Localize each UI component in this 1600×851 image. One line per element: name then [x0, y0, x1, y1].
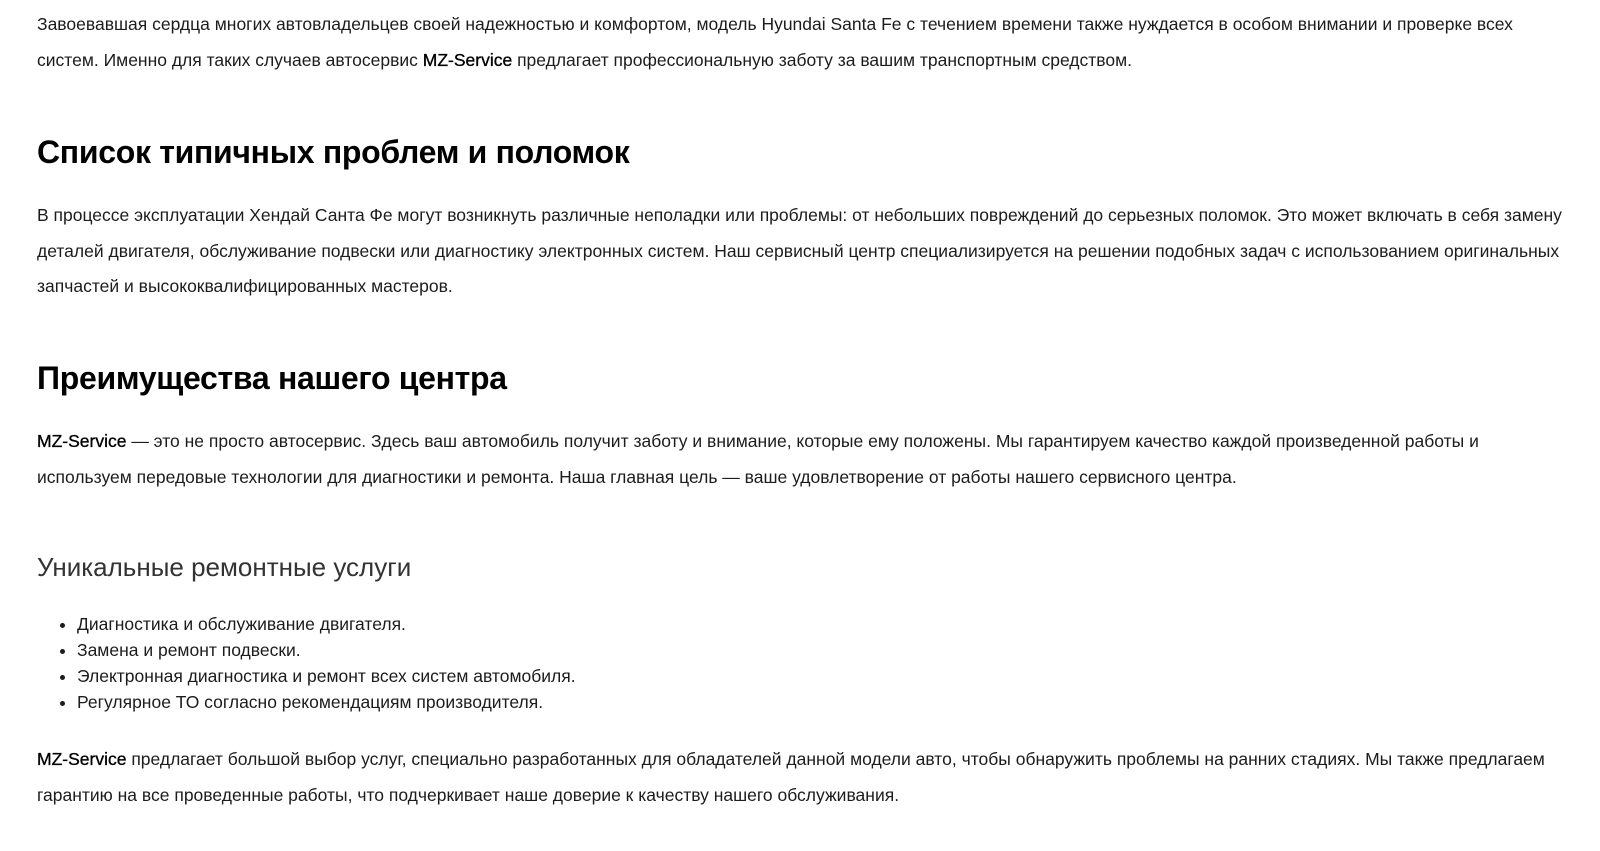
- brand-name: MZ-Service: [37, 431, 127, 451]
- advantages-heading: Преимущества нашего центра: [37, 360, 507, 396]
- services-list: [37, 611, 576, 715]
- closing-text: предлагает большой выбор услуг, специально разработанных для обладателей данной модели авто, чтобы обнаружить проблемы на ранних стадиях. Мы также предлагаем гарантию на все проведенные работы, что подчеркивает наше доверие к качеству нашего обслуживания.: [37, 749, 1545, 805]
- intro-text-after: предлагает профессиональную заботу за вашим транспортным средством.: [512, 49, 1133, 70]
- list-item: • Замена и ремонт подвески.: [77, 637, 576, 663]
- problems-heading: Список типичных проблем и поломок: [37, 134, 630, 170]
- problems-paragraph: В процессе эксплуатации Хендай Санта Фе могут возникнуть различные неполадки или проблемы: от небольших повреждений до серьезных поломок. Это может включать в себя замену деталей двигателя, обслуживание подвески или диагностику электронных систем. Наш сервисный центр специализируется на решении подобных задач с использованием оригинальных запчастей и высококвалифицированных мастеров.: [37, 205, 1562, 296]
- brand-name: MZ-Service: [37, 749, 127, 769]
- advantages-paragraph: [37, 424, 1567, 495]
- services-heading: Уникальные ремонтные услуги: [37, 552, 412, 582]
- intro-text-before: Завоевавшая сердца многих автовладельцев своей надежностью и комфортом, модель Hyundai Santa Fe с течением времени также нуждается в особом внимании и проверке всех систем. Именно для таких случаев автосервис: [37, 14, 1513, 70]
- closing-paragraph: [37, 742, 1567, 813]
- intro-paragraph: [37, 7, 1567, 78]
- advantages-text: — это не просто автосервис. Здесь ваш автомобиль получит заботу и внимание, которые ему положены. Мы гарантируем качество каждой произведенной работы и используем передовые технологии для диагностики и ремонта. Наша главная цель — ваше удовлетворение от работы нашего сервисного центра.: [37, 431, 1479, 487]
- list-item: • Электронная диагностика и ремонт всех систем автомобиля.: [77, 663, 576, 689]
- list-item: • Диагностика и обслуживание двигателя.: [77, 611, 576, 637]
- brand-name: MZ-Service: [422, 49, 513, 70]
- list-item: • Регулярное ТО согласно рекомендациям производителя.: [77, 689, 576, 715]
